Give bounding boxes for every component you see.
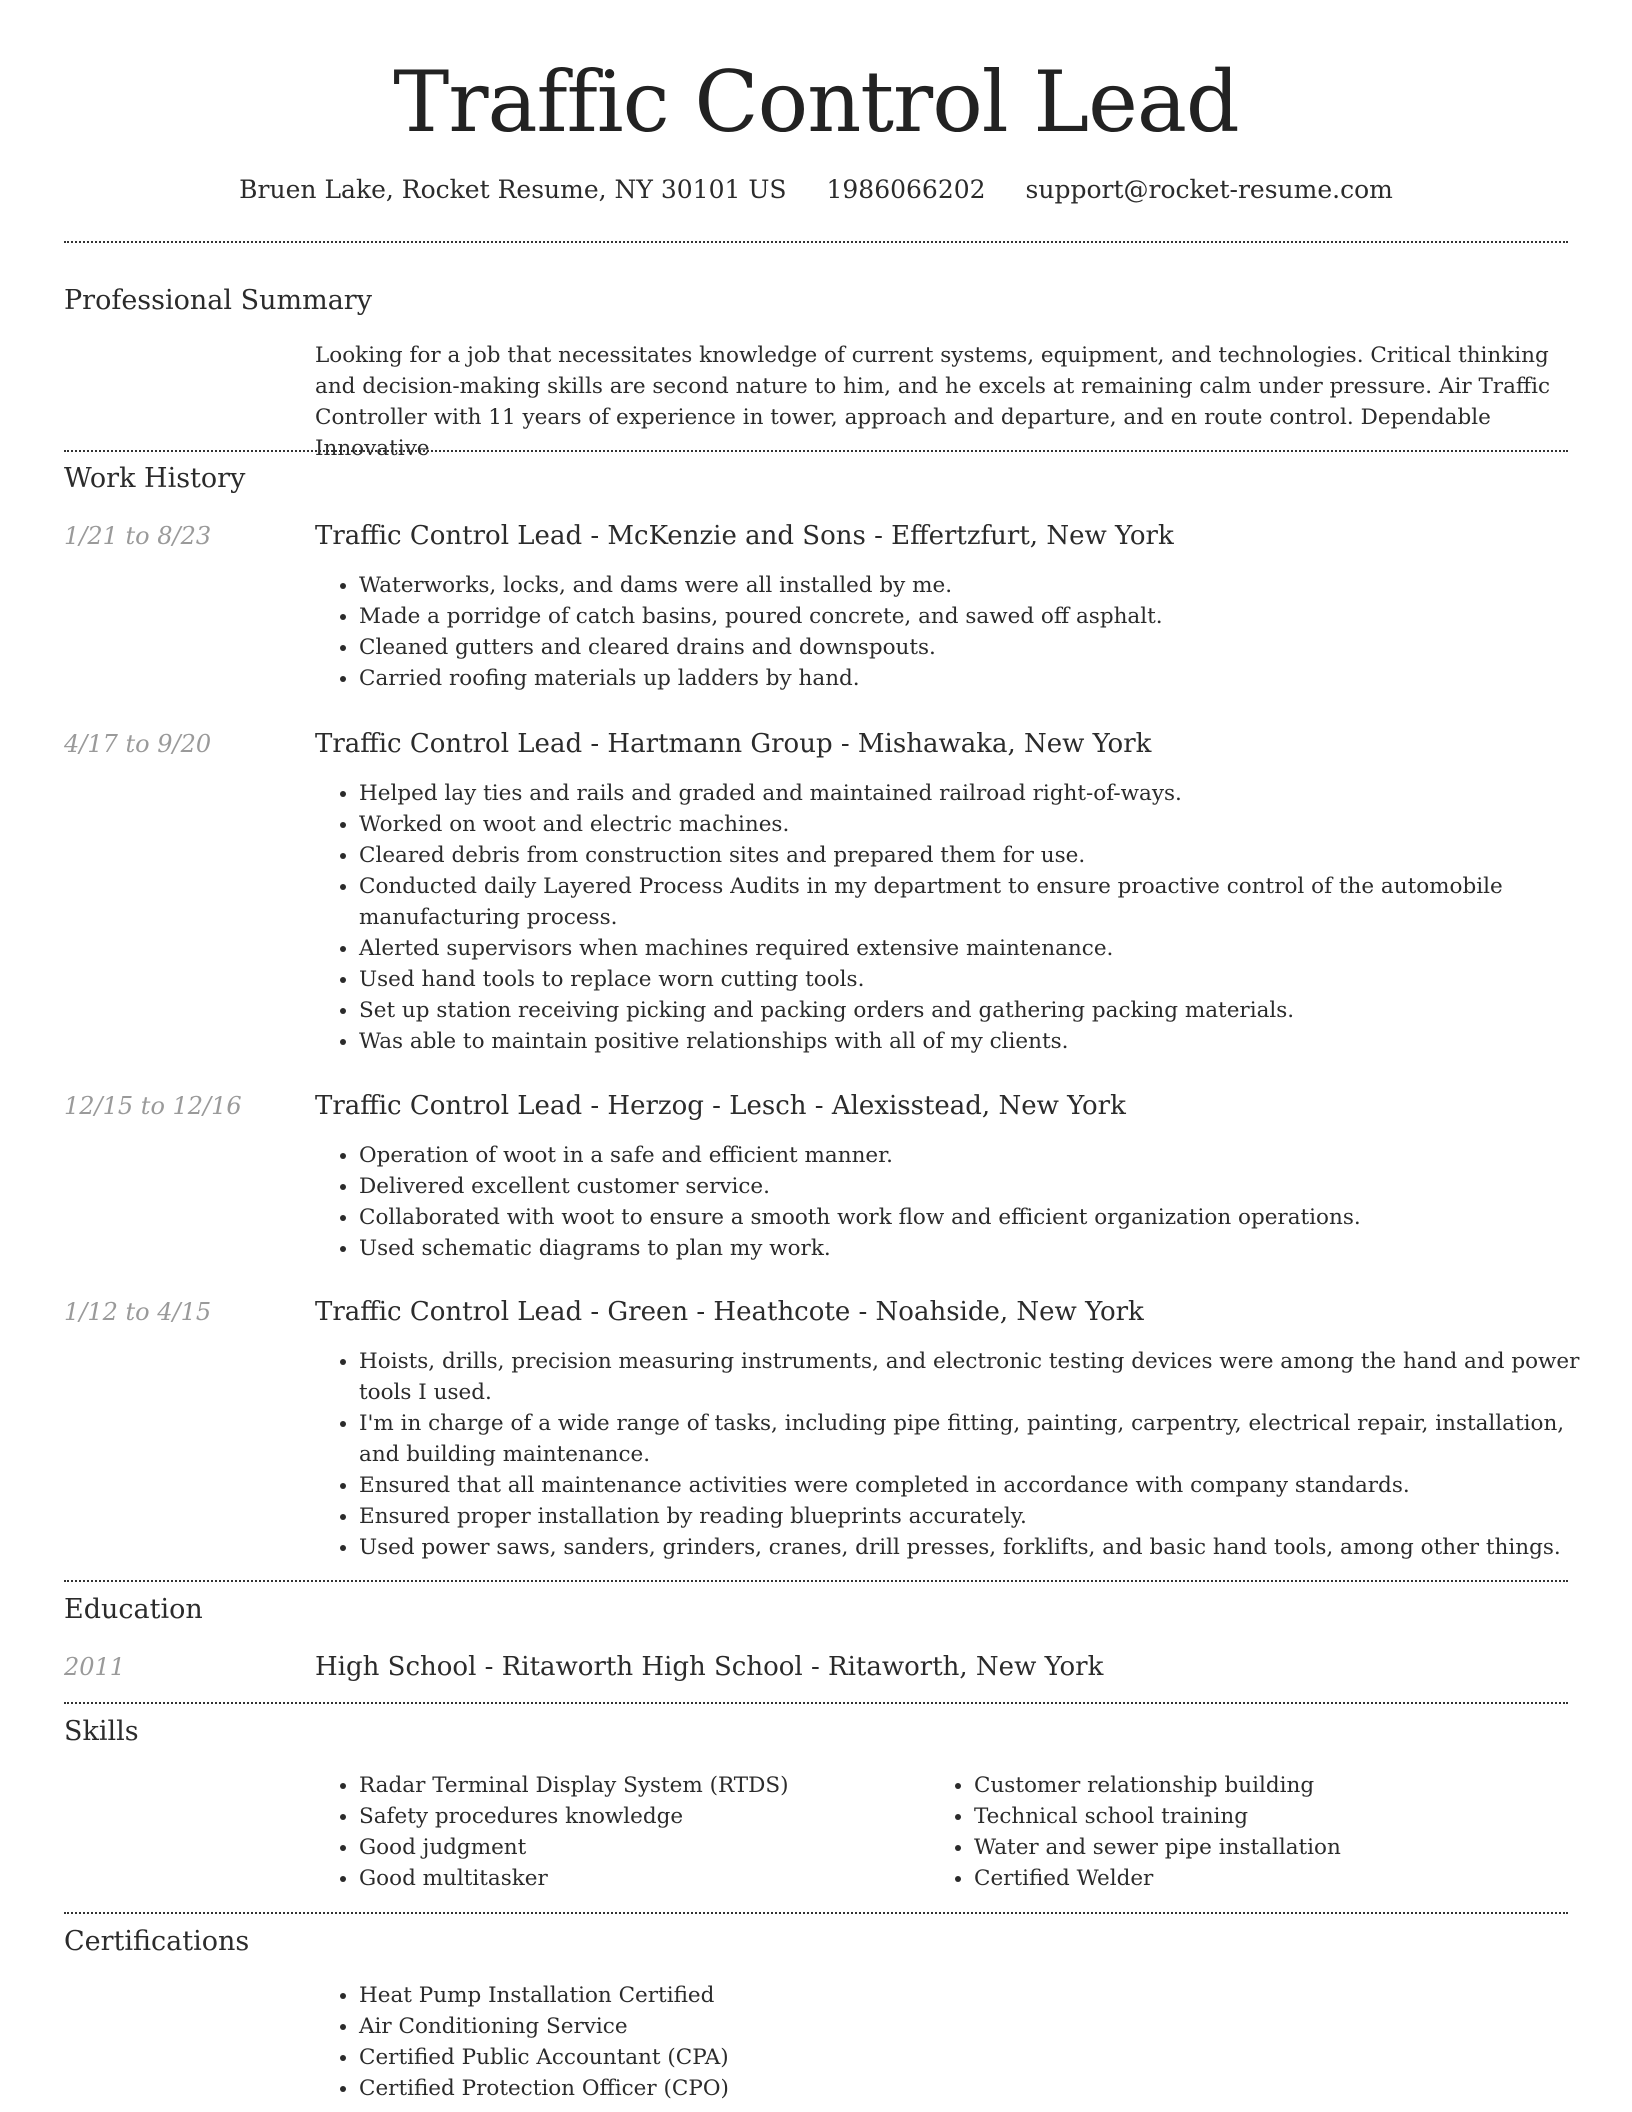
skill-item: • Certified Welder	[974, 1863, 1594, 1894]
section-divider	[64, 1580, 1568, 1582]
job-bullet: • Was able to maintain positive relationships with all of my clients.	[359, 1026, 1609, 1057]
job-dates: 4/17 to 9/20	[64, 730, 212, 758]
contact-email: support@rocket-resume.com	[1025, 175, 1393, 204]
skill-item: • Good judgment	[359, 1832, 929, 1863]
certification-item: • Air Conditioning Service	[359, 2011, 1259, 2042]
job-heading: Traffic Control Lead - Hartmann Group - Mishawaka, New York	[315, 729, 1152, 759]
job-bullet: • Worked on woot and electric machines.	[359, 809, 1609, 840]
skills-list-right	[930, 1770, 1594, 1894]
skills-list-left	[315, 1770, 929, 1894]
education-heading: Education	[64, 1594, 203, 1625]
job-bullet: • Used hand tools to replace worn cutting tools.	[359, 964, 1609, 995]
certification-item: • Heat Pump Installation Certified	[359, 1980, 1259, 2011]
job-bullet: • I'm in charge of a wide range of tasks, including pipe fitting, painting, carpentry, electrical repair, installation, and building maintenance.	[359, 1408, 1609, 1470]
job-bullet: • Alerted supervisors when machines required extensive maintenance.	[359, 933, 1609, 964]
job-bullet: • Conducted daily Layered Process Audits in my department to ensure proactive control of the automobile manufacturing process.	[359, 871, 1609, 933]
job-bullet: • Made a porridge of catch basins, poured concrete, and sawed off asphalt.	[359, 601, 1609, 632]
job-bullet: • Ensured that all maintenance activities were completed in accordance with company standards.	[359, 1470, 1609, 1501]
job-bullet: • Waterworks, locks, and dams were all installed by me.	[359, 570, 1609, 601]
skill-item: • Radar Terminal Display System (RTDS)	[359, 1770, 929, 1801]
skill-item: • Good multitasker	[359, 1863, 929, 1894]
skill-item: • Safety procedures knowledge	[359, 1801, 929, 1832]
job-bullet: • Operation of woot in a safe and efficient manner.	[359, 1140, 1609, 1171]
job-dates: 1/12 to 4/15	[64, 1298, 212, 1326]
job-bullet: • Helped lay ties and rails and graded and maintained railroad right-of-ways.	[359, 778, 1609, 809]
job-heading: Traffic Control Lead - McKenzie and Sons - Effertzfurt, New York	[315, 521, 1174, 551]
job-bullet: • Set up station receiving picking and packing orders and gathering packing materials.	[359, 995, 1609, 1026]
skill-item: • Customer relationship building	[974, 1770, 1594, 1801]
contact-line	[0, 170, 1632, 210]
work-history-heading: Work History	[64, 463, 246, 494]
job-bullet: • Used schematic diagrams to plan my work.	[359, 1233, 1609, 1264]
job-bullet: • Hoists, drills, precision measuring instruments, and electronic testing devices were among the hand and power tools I used.	[359, 1346, 1609, 1408]
job-bullet: • Carried roofing materials up ladders by hand.	[359, 663, 1609, 694]
job-heading: Traffic Control Lead - Herzog - Lesch - Alexisstead, New York	[315, 1091, 1126, 1121]
job-bullet: • Ensured proper installation by reading blueprints accurately.	[359, 1501, 1609, 1532]
job-bullets	[315, 570, 1609, 694]
certification-item: • Certified Public Accountant (CPA)	[359, 2042, 1259, 2073]
certifications-heading: Certifications	[64, 1926, 250, 1957]
summary-text: Looking for a job that necessitates knowledge of current systems, equipment, and technologies. Critical thinking and decision-making skills are second nature to him, and he excels at remaining calm under pressure. Air Traffic Controller with 11 years of experience in tower, approach and departure, and en route control. Dependable Innovative	[315, 343, 1551, 461]
job-heading: Traffic Control Lead - Green - Heathcote - Noahside, New York	[315, 1297, 1144, 1327]
job-bullet: • Cleared debris from construction sites and prepared them for use.	[359, 840, 1609, 871]
job-bullet: • Delivered excellent customer service.	[359, 1171, 1609, 1202]
skill-item: • Technical school training	[974, 1801, 1594, 1832]
job-dates: 12/15 to 12/16	[64, 1092, 242, 1120]
section-divider	[64, 1912, 1568, 1914]
section-divider	[64, 241, 1568, 243]
job-bullets	[315, 778, 1609, 1057]
section-divider	[64, 1702, 1568, 1704]
job-bullets	[315, 1140, 1609, 1264]
job-dates: 1/21 to 8/23	[64, 522, 212, 550]
education-year: 2011	[64, 1653, 126, 1681]
section-divider	[64, 450, 1568, 452]
contact-phone: 1986066202	[826, 175, 986, 204]
summary-heading: Professional Summary	[64, 285, 372, 316]
job-bullet: • Cleaned gutters and cleared drains and downspouts.	[359, 632, 1609, 663]
certification-item: • Certified Protection Officer (CPO)	[359, 2073, 1259, 2104]
skills-heading: Skills	[64, 1716, 139, 1747]
skill-item: • Water and sewer pipe installation	[974, 1832, 1594, 1863]
certifications-list	[315, 1980, 1259, 2104]
resume-name: Traffic Control Lead	[393, 53, 1239, 151]
job-bullets	[315, 1346, 1609, 1563]
education-heading-line: High School - Ritaworth High School - Ritaworth, New York	[315, 1652, 1104, 1682]
job-bullet: • Used power saws, sanders, grinders, cranes, drill presses, forklifts, and basic hand tools, among other things.	[359, 1532, 1609, 1563]
contact-address: Bruen Lake, Rocket Resume, NY 30101 US	[239, 175, 787, 204]
job-bullet: • Collaborated with woot to ensure a smooth work flow and efficient organization operations.	[359, 1202, 1609, 1233]
